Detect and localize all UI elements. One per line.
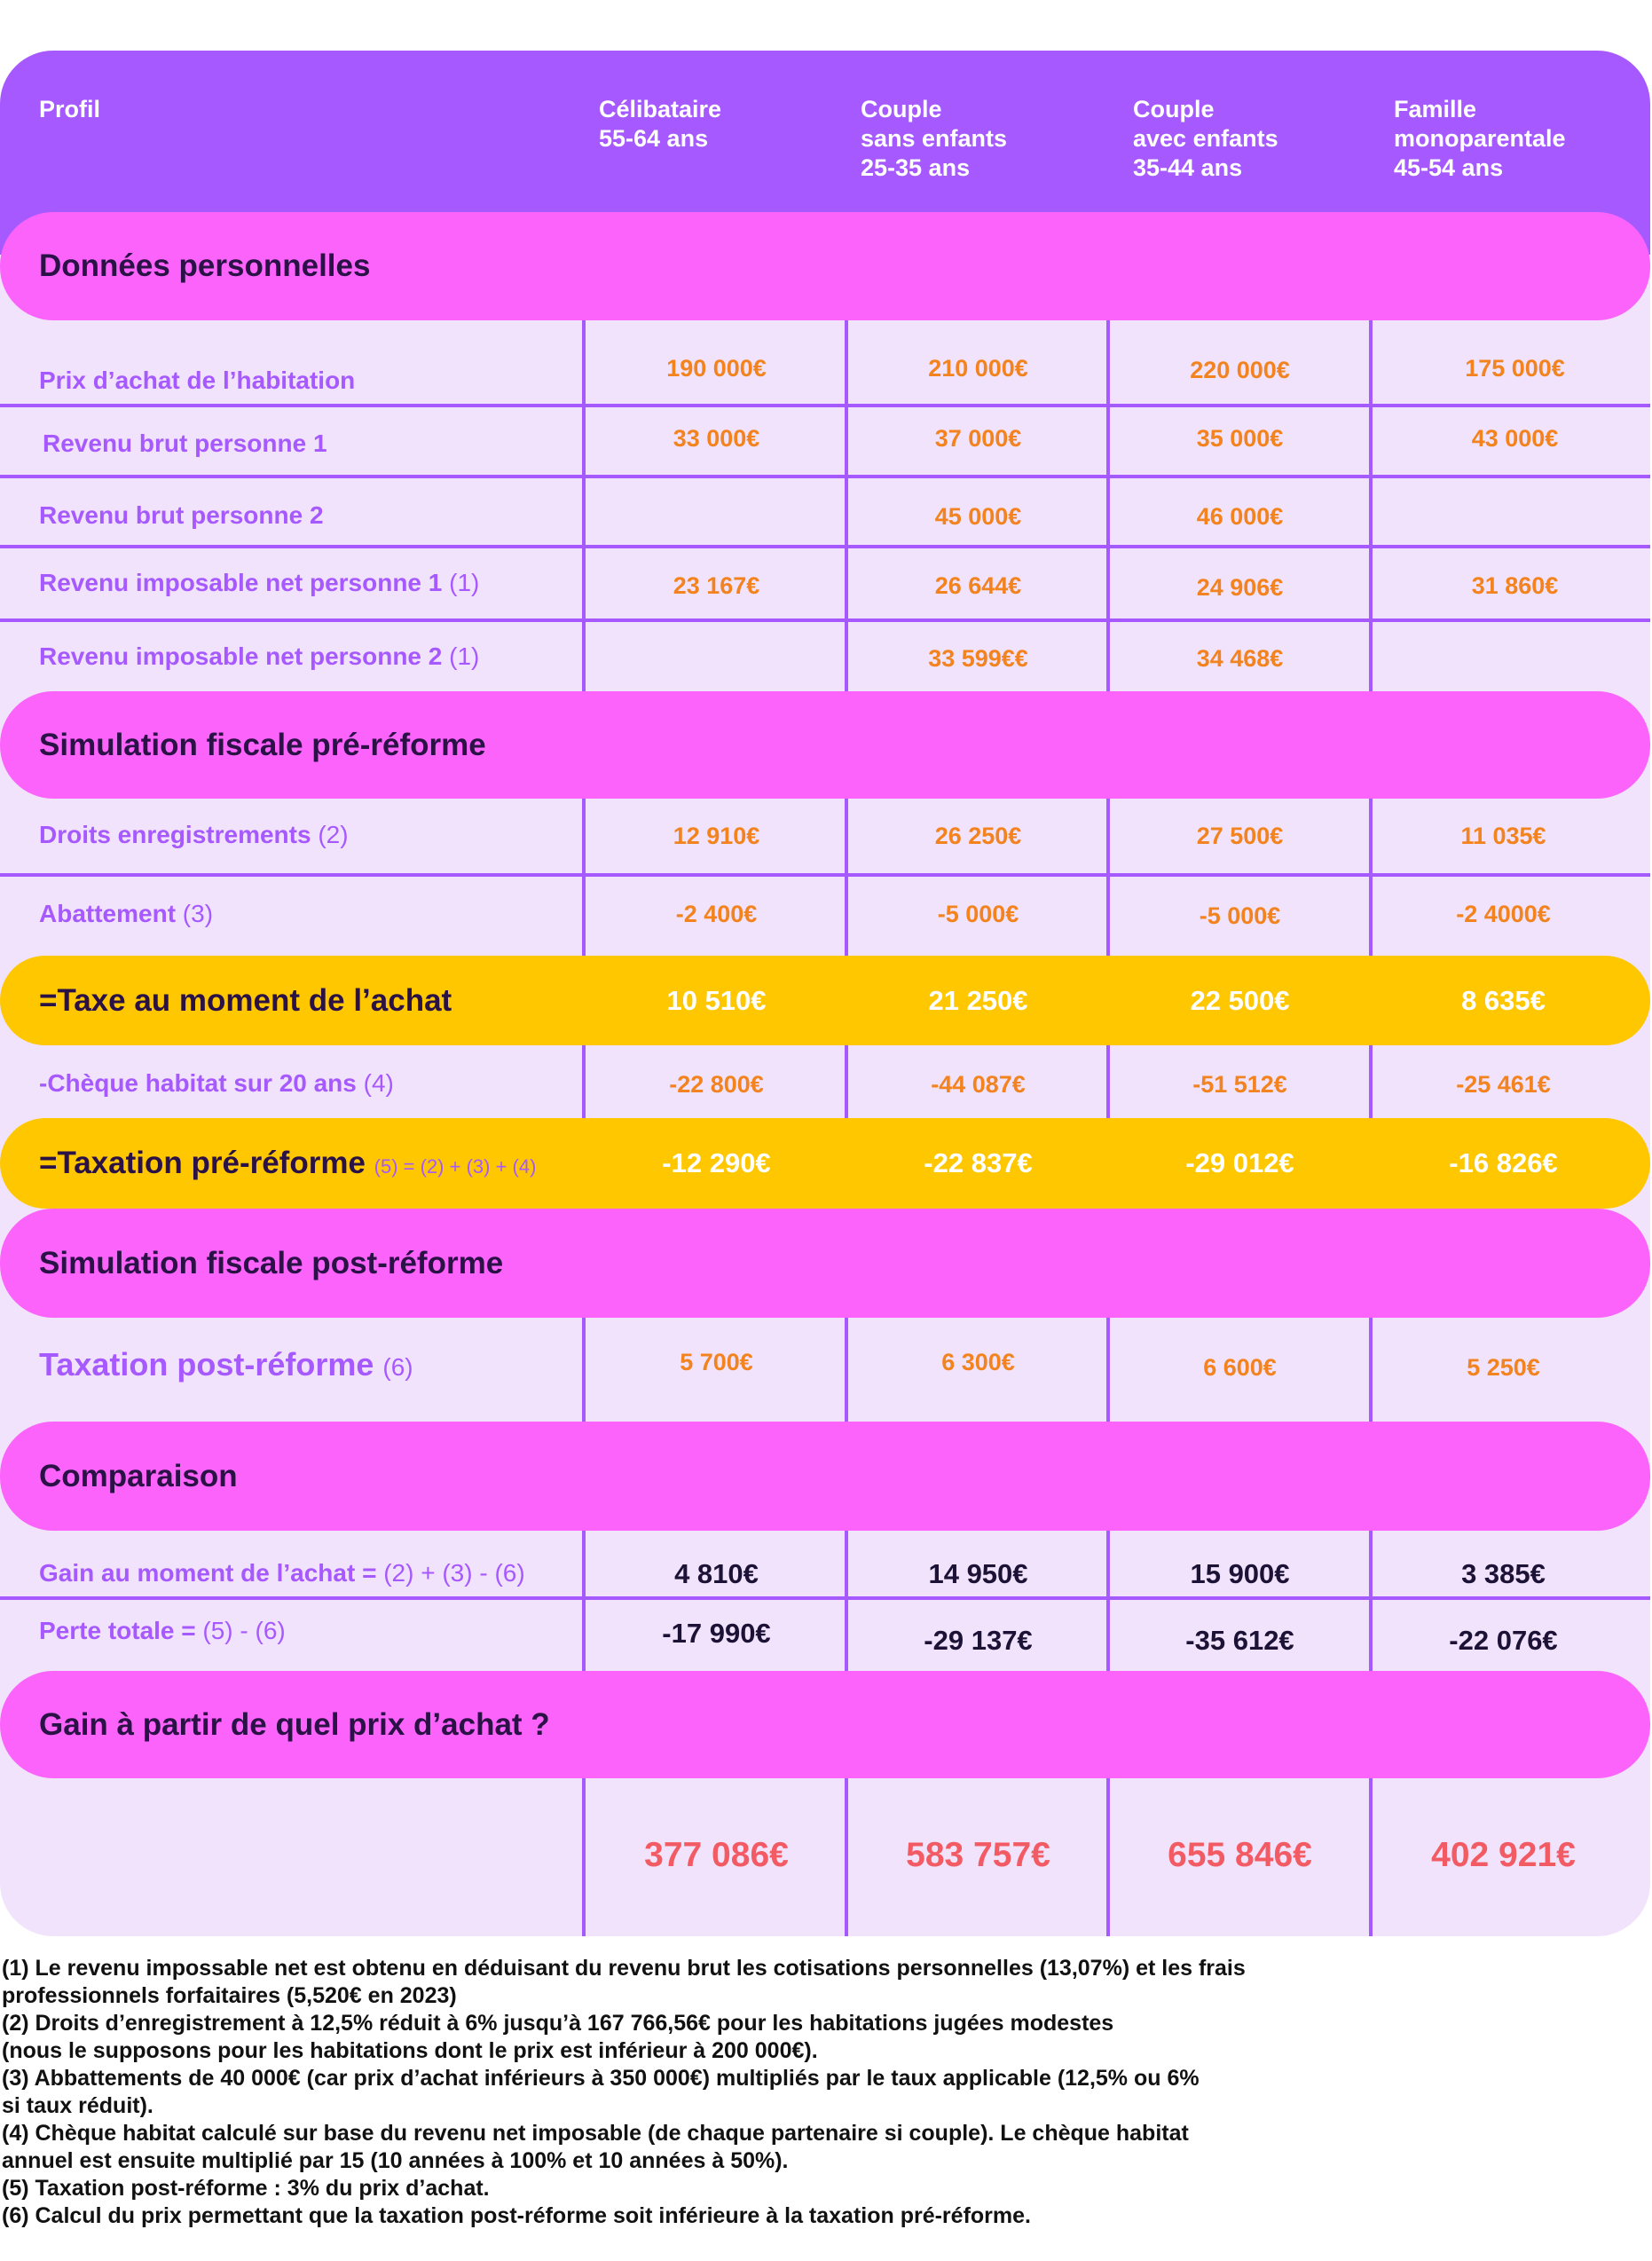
row-label-prix-achat: Prix d’achat de l’habitation bbox=[39, 366, 356, 394]
row-divider bbox=[0, 873, 1650, 877]
cell-revenu-imposable-2-3: 34 468€ bbox=[1196, 645, 1284, 672]
footnote-line: (6) Calcul du prix permettant que la taxation post-réforme soit inférieure à la taxation pré-réforme. bbox=[2, 2203, 1031, 2228]
cell-taxe-achat-1: 10 510€ bbox=[666, 984, 767, 1016]
cell-cheque-3: -51 512€ bbox=[1192, 1071, 1287, 1098]
cell-revenu-brut-1-1: 33 000€ bbox=[673, 425, 760, 452]
row-divider bbox=[0, 404, 1650, 407]
section-title: Simulation fiscale post-réforme bbox=[39, 1245, 504, 1280]
header-col-2-line-3: 25-35 ans bbox=[861, 154, 971, 181]
header-col-1-line-1: Célibataire bbox=[599, 96, 722, 122]
cell-taxation-post-1: 5 700€ bbox=[680, 1349, 753, 1375]
row-taxation-pre bbox=[0, 1118, 1650, 1209]
cell-perte-totale-4: -22 076€ bbox=[1449, 1625, 1558, 1656]
row-label-revenu-imposable-2: Revenu imposable net personne 2 (1) bbox=[39, 642, 480, 670]
cell-prix-achat-4: 175 000€ bbox=[1465, 355, 1565, 382]
footnote-line: (3) Abbattements de 40 000€ (car prix d’achat inférieurs à 350 000€) multipliés par le taux applicable (12,5% ou 6% bbox=[2, 2066, 1200, 2091]
footnote-line: annuel est ensuite multiplié par 15 (10 années à 100% et 10 années à 50%). bbox=[2, 2148, 789, 2173]
section-title: Comparaison bbox=[39, 1458, 238, 1493]
cell-revenu-imposable-1-3: 24 906€ bbox=[1196, 574, 1284, 601]
cell-perte-totale-1: -17 990€ bbox=[662, 1618, 771, 1649]
row-label-perte-totale: Perte totale = (5) - (6) bbox=[39, 1617, 286, 1644]
row-taxe-achat bbox=[0, 956, 1650, 1045]
section-title: Simulation fiscale pré-réforme bbox=[39, 727, 486, 762]
header-col-2-line-1: Couple bbox=[861, 96, 942, 122]
cell-prix-seuil-4: 402 921€ bbox=[1431, 1836, 1576, 1874]
header-col-3-line-1: Couple bbox=[1133, 96, 1215, 122]
cell-taxation-post-2: 6 300€ bbox=[941, 1349, 1015, 1375]
section-pre-reform bbox=[0, 691, 1650, 799]
cell-taxation-post-3: 6 600€ bbox=[1203, 1354, 1277, 1381]
cell-taxation-pre-4: -16 826€ bbox=[1449, 1147, 1558, 1178]
footnotes bbox=[2, 1955, 1643, 2230]
cell-droits-3: 27 500€ bbox=[1196, 823, 1284, 849]
footnote-line: (nous le supposons pour les habitations dont le prix est inférieur à 200 000€). bbox=[2, 2038, 818, 2063]
cell-gain-achat-1: 4 810€ bbox=[674, 1558, 759, 1589]
cell-taxe-achat-3: 22 500€ bbox=[1190, 984, 1290, 1016]
row-label-revenu-brut-1: Revenu brut personne 1 bbox=[43, 429, 327, 457]
footnote-line: (1) Le revenu impossable net est obtenu en déduisant du revenu brut les cotisations personnelles (13,07%) et les frais bbox=[2, 1956, 1246, 1981]
section-personal-data bbox=[0, 212, 1650, 320]
cell-taxation-pre-2: -22 837€ bbox=[924, 1147, 1033, 1178]
cell-perte-totale-3: -35 612€ bbox=[1185, 1625, 1294, 1656]
cell-gain-achat-3: 15 900€ bbox=[1190, 1558, 1290, 1589]
header-col-3 bbox=[1133, 95, 1278, 183]
footnote-line: (2) Droits d’enregistrement à 12,5% réduit à 6% jusqu’à 167 766,56€ pour les habitations jugées modestes bbox=[2, 2011, 1114, 2036]
footnote-line: professionnels forfaitaires (5,520€ en 2023) bbox=[2, 1983, 457, 2008]
cell-revenu-imposable-1-1: 23 167€ bbox=[673, 572, 760, 599]
cell-abattement-1: -2 400€ bbox=[675, 901, 758, 927]
cell-taxe-achat-4: 8 635€ bbox=[1461, 984, 1546, 1016]
header-col-2-line-2: sans enfants bbox=[861, 125, 1008, 152]
cell-revenu-brut-1-3: 35 000€ bbox=[1196, 425, 1284, 452]
row-label-taxation-pre: =Taxation pré-réforme (5) = (2) + (3) + (4) bbox=[39, 1146, 537, 1180]
section-comparison bbox=[0, 1422, 1650, 1531]
cell-droits-1: 12 910€ bbox=[673, 823, 760, 849]
cell-revenu-brut-1-2: 37 000€ bbox=[934, 425, 1022, 452]
footnote-line: (5) Taxation post-réforme : 3% du prix d’achat. bbox=[2, 2176, 490, 2201]
row-label-revenu-imposable-1: Revenu imposable net personne 1 (1) bbox=[39, 569, 480, 596]
cell-revenu-imposable-1-4: 31 860€ bbox=[1471, 572, 1559, 599]
footnote-line: si taux réduit). bbox=[2, 2093, 153, 2118]
column-divider bbox=[582, 320, 586, 742]
cell-prix-achat-1: 190 000€ bbox=[666, 355, 767, 382]
header-col-3-line-3: 35-44 ans bbox=[1133, 154, 1243, 181]
row-label-droits: Droits enregistrements (2) bbox=[39, 821, 349, 848]
cell-gain-achat-4: 3 385€ bbox=[1461, 1558, 1546, 1589]
cell-gain-achat-2: 14 950€ bbox=[928, 1558, 1028, 1589]
cell-taxation-pre-3: -29 012€ bbox=[1185, 1147, 1294, 1178]
row-divider bbox=[0, 1596, 1650, 1600]
header-col-4-line-1: Famille bbox=[1394, 96, 1477, 122]
header-col-4-line-3: 45-54 ans bbox=[1394, 154, 1504, 181]
cell-taxe-achat-2: 21 250€ bbox=[928, 984, 1028, 1016]
cell-revenu-brut-2-3: 46 000€ bbox=[1196, 503, 1284, 530]
cell-prix-seuil-1: 377 086€ bbox=[644, 1836, 789, 1874]
footnote-line: (4) Chèque habitat calculé sur base du revenu net imposable (de chaque partenaire si couple). Le chèque habitat bbox=[2, 2121, 1189, 2146]
row-divider bbox=[0, 618, 1650, 622]
row-label-revenu-brut-2: Revenu brut personne 2 bbox=[39, 501, 324, 529]
cell-revenu-imposable-2-2: 33 599€€ bbox=[928, 645, 1028, 672]
section-title: Données personnelles bbox=[39, 248, 371, 283]
section-title: Gain à partir de quel prix d’achat ? bbox=[39, 1706, 550, 1742]
row-label-taxe-achat: =Taxe au moment de l’achat bbox=[39, 982, 452, 1018]
cell-taxation-pre-1: -12 290€ bbox=[662, 1147, 771, 1178]
cell-abattement-3: -5 000€ bbox=[1199, 902, 1281, 929]
cell-droits-4: 11 035€ bbox=[1460, 823, 1546, 849]
cell-droits-2: 26 250€ bbox=[934, 823, 1022, 849]
row-label-taxation-post: Taxation post-réforme (6) bbox=[39, 1346, 413, 1383]
cell-cheque-2: -44 087€ bbox=[931, 1071, 1026, 1098]
header-col-4-line-2: monoparentale bbox=[1394, 125, 1566, 152]
column-divider bbox=[845, 320, 848, 742]
cell-abattement-2: -5 000€ bbox=[937, 901, 1019, 927]
header-col-4 bbox=[1394, 95, 1566, 183]
section-post-reform bbox=[0, 1209, 1650, 1318]
header-col-1 bbox=[599, 95, 721, 154]
header-profile: Profil bbox=[39, 96, 101, 122]
cell-prix-achat-2: 210 000€ bbox=[928, 355, 1028, 382]
header-col-2 bbox=[861, 95, 1007, 183]
row-label-cheque: -Chèque habitat sur 20 ans (4) bbox=[39, 1069, 394, 1097]
row-divider bbox=[0, 475, 1650, 478]
cell-revenu-imposable-1-2: 26 644€ bbox=[934, 572, 1022, 599]
row-divider bbox=[0, 545, 1650, 548]
cell-prix-seuil-3: 655 846€ bbox=[1168, 1836, 1312, 1874]
row-label-abattement: Abattement (3) bbox=[39, 900, 214, 927]
cell-abattement-4: -2 4000€ bbox=[1456, 901, 1551, 927]
cell-perte-totale-2: -29 137€ bbox=[924, 1625, 1033, 1656]
header-col-1-line-2: 55-64 ans bbox=[599, 125, 709, 152]
section-threshold bbox=[0, 1671, 1650, 1778]
cell-prix-achat-3: 220 000€ bbox=[1190, 357, 1290, 383]
row-label-gain-achat: Gain au moment de l’achat = (2) + (3) - (6) bbox=[39, 1559, 525, 1587]
cell-revenu-brut-2-2: 45 000€ bbox=[934, 503, 1022, 530]
cell-cheque-4: -25 461€ bbox=[1456, 1071, 1551, 1098]
cell-prix-seuil-2: 583 757€ bbox=[906, 1836, 1050, 1874]
cell-cheque-1: -22 800€ bbox=[669, 1071, 764, 1098]
comparison-table bbox=[0, 51, 1650, 1936]
header-col-3-line-2: avec enfants bbox=[1133, 125, 1278, 152]
cell-revenu-brut-1-4: 43 000€ bbox=[1471, 425, 1559, 452]
cell-taxation-post-4: 5 250€ bbox=[1467, 1354, 1540, 1381]
